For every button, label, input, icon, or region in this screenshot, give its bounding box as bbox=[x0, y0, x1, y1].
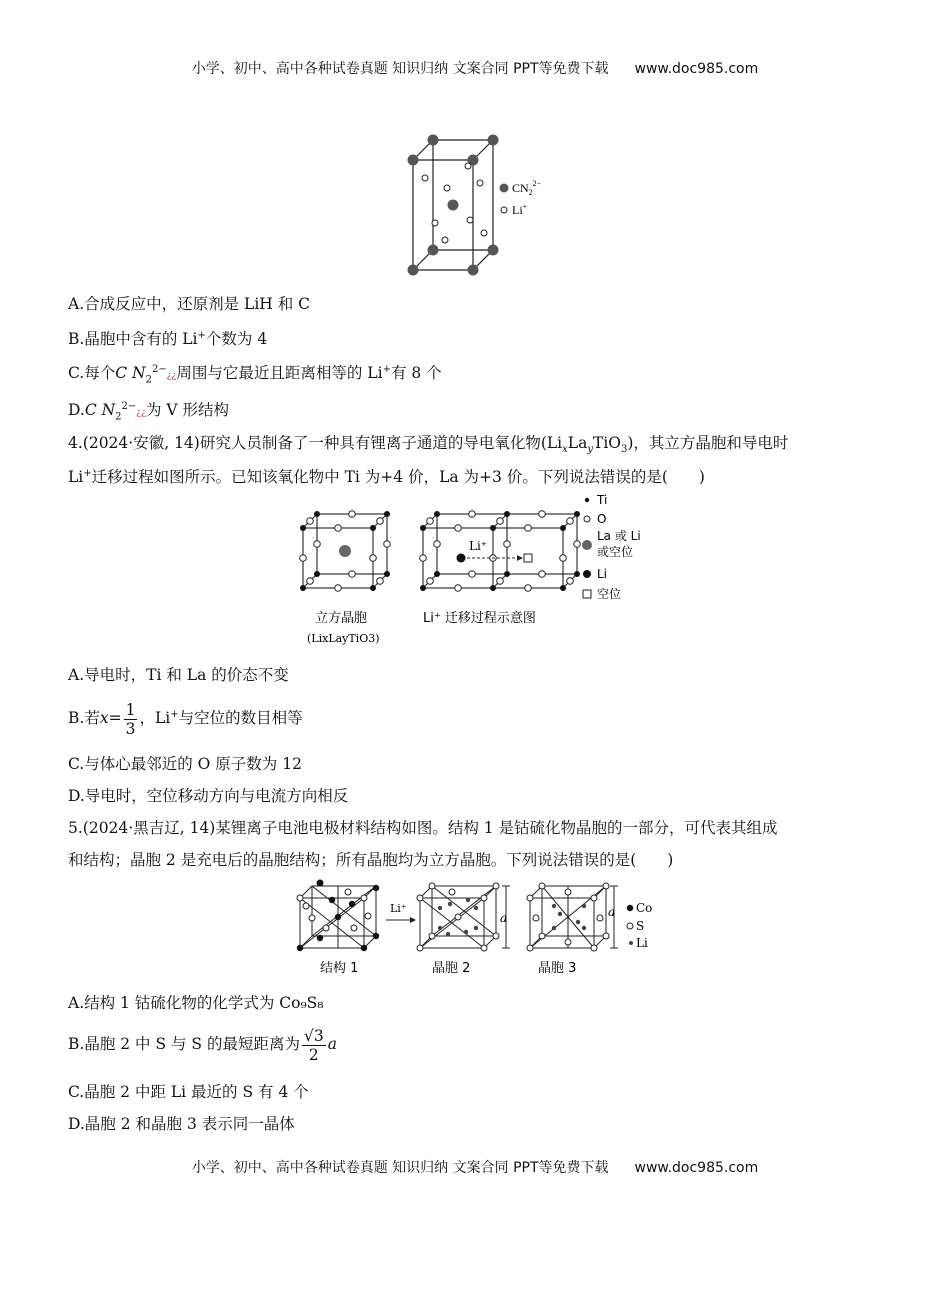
header-text: 小学、初中、高中各种试卷真题 知识归纳 文案合同 PPT等免费下载 bbox=[191, 61, 609, 77]
page-footer bbox=[0, 1157, 950, 1177]
q3-option-a: A.合成反应中，还原剂是 LiH 和 C bbox=[68, 295, 311, 313]
q3-option-b: B.晶胞中含有的 Li+个数为 4 bbox=[68, 330, 268, 349]
legend-ti: Ti bbox=[597, 493, 608, 507]
fig5-a-label-1: a bbox=[500, 911, 508, 925]
legend-vacancy-or: 或空位 bbox=[597, 545, 634, 559]
fig4-caption-migration: Li⁺ 迁移过程示意图 bbox=[423, 611, 536, 626]
q5-option-d: D.晶胞 2 和晶胞 3 表示同一晶体 bbox=[68, 1115, 295, 1133]
legend-o: O bbox=[597, 512, 607, 526]
legend-vacancy: 空位 bbox=[597, 587, 622, 601]
q4-option-a: A.导电时，Ti 和 La 的价态不变 bbox=[68, 666, 289, 684]
q4-stem-line1: 4.(2024·安徽, 14)研究人员制备了一种具有锂离子通道的导电氧化物$(Li_xLa_yTiO_3)$，其立方晶胞和导电时 bbox=[68, 434, 789, 456]
q4-option-c: C.与体心最邻近的 O 原子数为 12 bbox=[68, 755, 302, 773]
fig4-li-label: Li⁺ bbox=[469, 539, 488, 553]
q4-option-b: B.若x= $\frac{1}{3}$ ，Li+与空位的数目相等 bbox=[68, 700, 303, 738]
legend-li5: Li bbox=[636, 936, 648, 950]
figure-li2cn2-cell bbox=[400, 128, 560, 283]
fig5-caption-2: 晶胞 2 bbox=[432, 961, 471, 976]
legend-li-marker bbox=[501, 207, 507, 213]
figure-perovskite bbox=[295, 490, 665, 655]
q4-option-d: D.导电时，空位移动方向与电流方向相反 bbox=[68, 787, 349, 805]
fig4-caption-cell: 立方晶胞 bbox=[315, 611, 368, 626]
header-url: www.doc985.com bbox=[634, 61, 759, 77]
legend-cn2-label: $CN_2^{2-}$ bbox=[512, 179, 542, 197]
q3-option-d: D.C $N_2^{2-}¿¿$为 V 形结构 bbox=[68, 401, 230, 423]
figure-cobalt-sulfide bbox=[292, 878, 662, 980]
legend-la-li: La 或 Li bbox=[597, 529, 641, 543]
fig5-a-label-2: a bbox=[608, 905, 616, 919]
legend-li-label: Li+ bbox=[512, 202, 528, 217]
q5-stem-line2: 和结构；晶胞 2 是充电后的晶胞结构；所有晶胞均为立方晶胞。下列说法错误的是( ) bbox=[68, 851, 674, 869]
footer-url: www.doc985.com bbox=[634, 1160, 759, 1176]
legend-co: Co bbox=[636, 901, 653, 915]
fig5-caption-1: 结构 1 bbox=[320, 961, 359, 976]
fig4-caption-formula: (LixLayTiO3) bbox=[307, 632, 380, 645]
q4-stem-line2: Li+迁移过程如图所示。已知该氧化物中 Ti 为+4 价，La 为+3 价。下列说法错误的是( ) bbox=[68, 468, 705, 487]
q5-option-a: A.结构 1 钴硫化物的化学式为 Co₉S₈ bbox=[68, 994, 324, 1012]
footer-text: 小学、初中、高中各种试卷真题 知识归纳 文案合同 PPT等免费下载 bbox=[191, 1160, 609, 1176]
legend-cn2-marker bbox=[500, 184, 509, 193]
q3-option-c: C.每个C $N_2^{2-}¿¿$周围与它最近且距离相等的 Li+有 8 个 bbox=[68, 364, 442, 386]
q5-option-c: C.晶胞 2 中距 Li 最近的 S 有 4 个 bbox=[68, 1083, 309, 1101]
legend-li: Li bbox=[597, 567, 608, 581]
fig5-li-label: Li⁺ bbox=[390, 902, 407, 915]
q5-stem-line1: 5.(2024·黑吉辽, 14)某锂离子电池电极材料结构如图。结构 1 是钴硫化物晶胞的一部分，可代表其组成 bbox=[68, 819, 778, 837]
fig5-caption-3: 晶胞 3 bbox=[538, 961, 577, 976]
q5-option-b: B.晶胞 2 中 S 与 S 的最短距离为 $\frac{√3}{2}$ a bbox=[68, 1026, 337, 1064]
legend-s: S bbox=[636, 919, 645, 933]
page-header bbox=[0, 58, 950, 78]
